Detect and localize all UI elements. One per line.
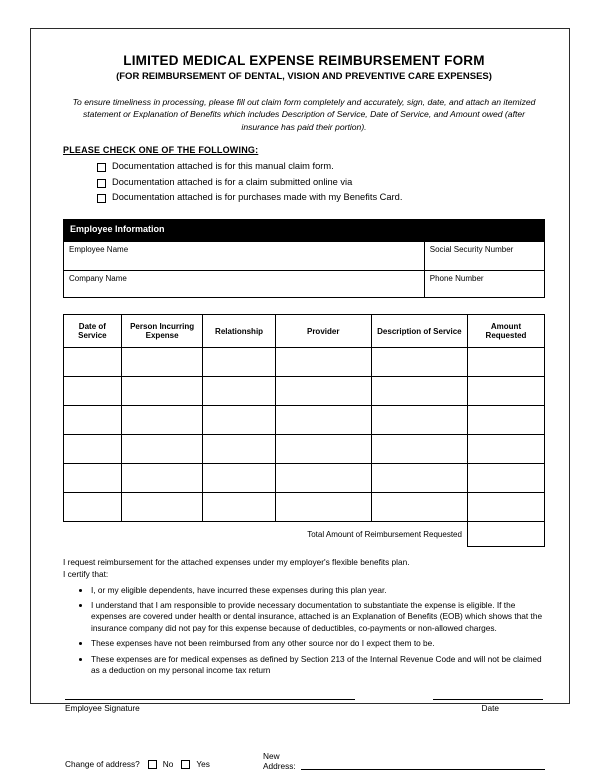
list-item: • I understand that I am responsible to provide necessary documentation to substantiate the expense is eligible. If the expenses are covered under health or dental insurance, attached is an Explanation of Benefits (EOB) which shows that the insurance company did not pay for this expense because of deductibles, co-payments or non-allowed charges.: [91, 600, 545, 634]
company-name-field[interactable]: Company Name: [64, 271, 425, 298]
new-address-label: [263, 751, 296, 773]
check-option-label: Documentation attached is for this manual claim form.: [112, 161, 334, 172]
cell-provider[interactable]: [275, 406, 371, 435]
certification-line-2: I certify that:: [63, 568, 109, 579]
cell-person-incurring-expense[interactable]: [121, 493, 203, 522]
change-of-address-option-yes: Yes: [196, 758, 210, 769]
change-of-address-option-no: No: [162, 758, 174, 769]
cell-amount-requested[interactable]: [468, 493, 545, 522]
checkbox-icon[interactable]: [97, 179, 106, 188]
cell-relationship[interactable]: [203, 435, 275, 464]
cell-amount-requested[interactable]: [468, 406, 545, 435]
certification-line-1: I request reimbursement for the attached expenses under my employer's flexible benefits plan.: [63, 557, 410, 568]
employee-signature-line[interactable]: [65, 699, 355, 700]
expense-table: [63, 314, 545, 522]
cell-date-of-service[interactable]: [64, 464, 122, 493]
change-of-address-area: [63, 747, 545, 781]
page-subtitle: (FOR REIMBURSEMENT OF DENTAL, VISION AND PREVENTIVE CARE EXPENSES): [116, 71, 492, 82]
cell-date-of-service[interactable]: [64, 406, 122, 435]
intro-paragraph: To ensure timeliness in processing, please fill out claim form completely and accurately, sign, date, and attach an itemized statement or Explanation of Benefits which includes Description of Service, Date of Service, and Amount owed (after insurance has paid their portion).: [72, 97, 536, 132]
cell-description-of-service[interactable]: [371, 493, 467, 522]
page-title: LIMITED MEDICAL EXPENSE REIMBURSEMENT FORM: [123, 53, 485, 68]
cell-date-of-service[interactable]: [64, 348, 122, 377]
column-header-provider: Provider: [275, 315, 371, 348]
new-address-label-line2: Address:: [263, 761, 296, 772]
column-header-amount-requested: Amount Requested: [468, 315, 545, 348]
cell-person-incurring-expense[interactable]: [121, 348, 203, 377]
cell-amount-requested[interactable]: [468, 435, 545, 464]
title-block: [63, 53, 545, 82]
cell-provider[interactable]: [275, 464, 371, 493]
cell-description-of-service[interactable]: [371, 406, 467, 435]
date-label: Date: [481, 702, 499, 713]
cell-description-of-service[interactable]: [371, 464, 467, 493]
list-item: • I, or my eligible dependents, have incurred these expenses during this plan year.: [91, 585, 545, 596]
expense-table-header-row: [64, 315, 545, 348]
check-option-online[interactable]: [97, 175, 545, 190]
cell-person-incurring-expense[interactable]: [121, 377, 203, 406]
cell-provider[interactable]: [275, 493, 371, 522]
checkbox-icon[interactable]: [97, 194, 106, 203]
cell-relationship[interactable]: [203, 464, 275, 493]
new-address-label-line1: New: [263, 750, 280, 761]
check-option-manual[interactable]: [97, 159, 545, 174]
check-heading: PLEASE CHECK ONE OF THE FOLLOWING:: [63, 145, 259, 156]
change-of-address-label: Change of address?: [65, 758, 140, 769]
cell-relationship[interactable]: [203, 377, 275, 406]
form-sheet: [30, 28, 570, 772]
cell-relationship[interactable]: [203, 406, 275, 435]
table-row: [64, 242, 545, 271]
table-row: [64, 377, 545, 406]
employee-information-table: [63, 219, 545, 298]
cell-relationship[interactable]: [203, 493, 275, 522]
table-row: [64, 435, 545, 464]
checkbox-icon-no[interactable]: [148, 760, 157, 769]
cell-person-incurring-expense[interactable]: [121, 435, 203, 464]
table-row: [64, 271, 545, 298]
checkbox-icon[interactable]: [97, 163, 106, 172]
checkbox-icon-yes[interactable]: [181, 760, 190, 769]
date-line[interactable]: [433, 699, 543, 700]
cell-amount-requested[interactable]: [468, 348, 545, 377]
total-label: Total Amount of Reimbursement Requested: [307, 529, 462, 539]
change-of-address-question: [65, 759, 210, 769]
cell-provider[interactable]: [275, 377, 371, 406]
column-header-person-incurring-expense: Person Incurring Expense: [121, 315, 203, 348]
ssn-field[interactable]: Social Security Number: [424, 242, 544, 271]
cell-person-incurring-expense[interactable]: [121, 464, 203, 493]
cell-provider[interactable]: [275, 435, 371, 464]
cell-amount-requested[interactable]: [468, 464, 545, 493]
table-row: [64, 464, 545, 493]
certification-bullet-list: [63, 585, 545, 677]
check-option-benefits-card[interactable]: [97, 190, 545, 205]
table-row: [64, 493, 545, 522]
cell-date-of-service[interactable]: [64, 493, 122, 522]
cell-provider[interactable]: [275, 348, 371, 377]
table-row: [64, 348, 545, 377]
table-row: [64, 406, 545, 435]
list-item: • These expenses have not been reimbursed from any other source nor do I expect them to be.: [91, 638, 545, 649]
employee-signature-label: Employee Signature: [65, 702, 140, 713]
employee-information-header-row: [64, 220, 545, 242]
cell-date-of-service[interactable]: [64, 377, 122, 406]
cell-description-of-service[interactable]: [371, 435, 467, 464]
total-row: [63, 521, 545, 547]
cell-description-of-service[interactable]: [371, 377, 467, 406]
check-option-label: Documentation attached is for a claim submitted online via: [112, 176, 353, 187]
column-header-relationship: Relationship: [203, 315, 275, 348]
cell-amount-requested[interactable]: [468, 377, 545, 406]
employee-name-field[interactable]: Employee Name: [64, 242, 425, 271]
phone-number-field[interactable]: Phone Number: [424, 271, 544, 298]
employee-information-title: Employee Information: [64, 220, 545, 242]
check-option-list: [63, 159, 545, 205]
cell-relationship[interactable]: [203, 348, 275, 377]
signature-area: [63, 699, 545, 739]
certification-block: [63, 557, 545, 676]
list-item: • These expenses are for medical expenses as defined by Section 213 of the Internal Revenue Code and will not be claimed as a deduction on my personal income tax return: [91, 654, 545, 677]
column-header-description-of-service: Description of Service: [371, 315, 467, 348]
check-option-label: Documentation attached is for purchases made with my Benefits Card.: [112, 192, 403, 203]
new-address-line[interactable]: [301, 769, 545, 770]
total-amount-field[interactable]: [467, 522, 544, 547]
cell-description-of-service[interactable]: [371, 348, 467, 377]
cell-person-incurring-expense[interactable]: [121, 406, 203, 435]
column-header-date-of-service: Date of Service: [64, 315, 122, 348]
cell-date-of-service[interactable]: [64, 435, 122, 464]
